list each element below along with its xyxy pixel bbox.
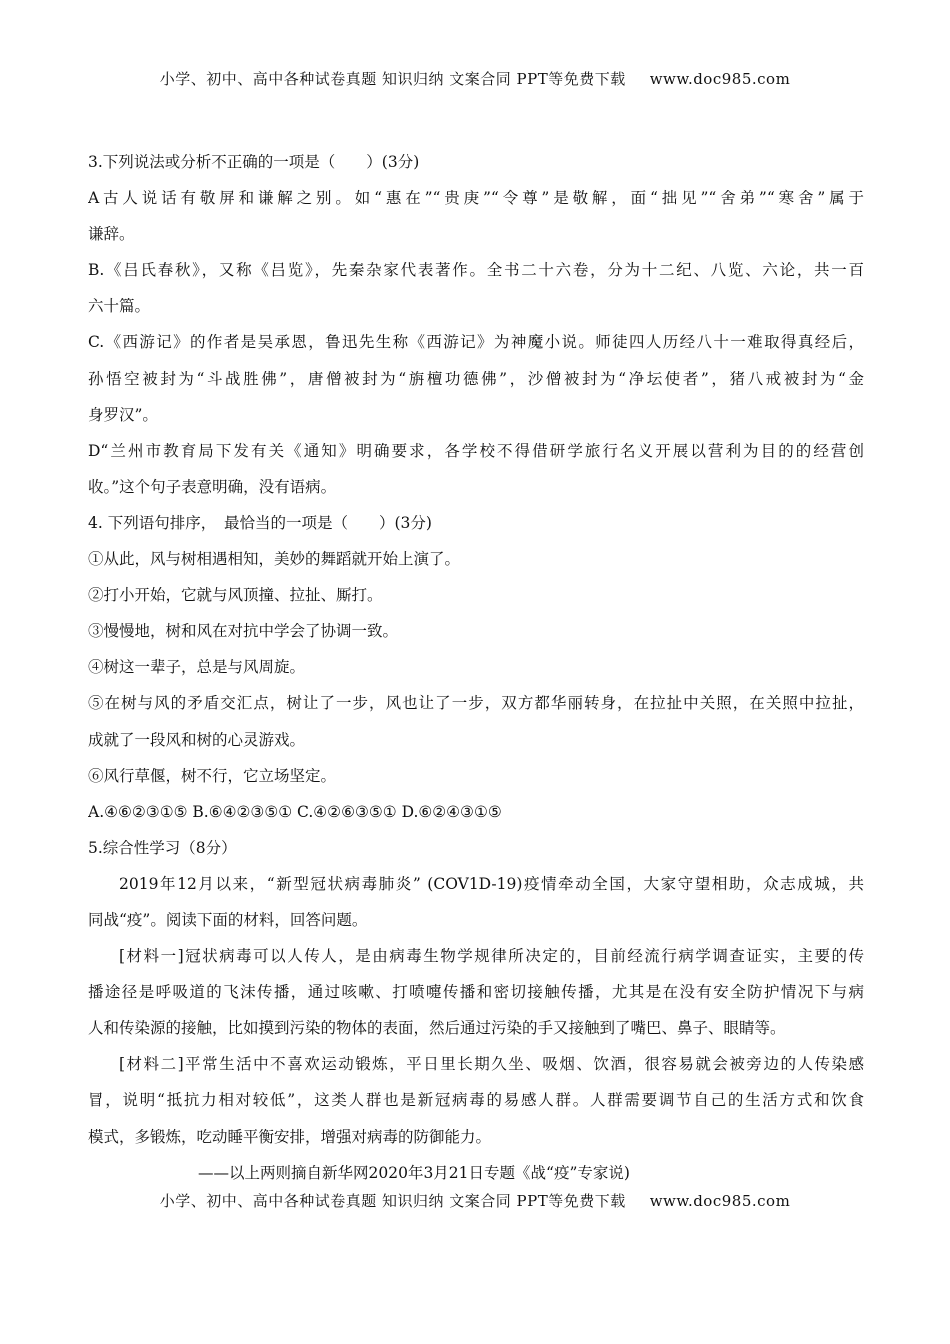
option-a-line-1: A古人说话有敬屏和谦解之别。如“惠在”“贵庚”“令尊”是敬解，面“拙见”“舍弟”“寒舍”属于 <box>88 189 864 208</box>
sentence-3: ③慢慢地，树和风在对抗中学会了协调一致。 <box>88 622 399 641</box>
option-d-line-1: D“兰州市教育局下发有关《通知》明确要求，各学校不得借研学旅行名义开展以营利为目的的经营创 <box>88 441 864 460</box>
header-url[interactable]: www.doc985.com <box>649 70 791 88</box>
option-d-line-2: 收。”这个句子表意明确，没有语病。 <box>88 477 337 496</box>
sentence-5-line-1: ⑤在树与风的矛盾交汇点，树让了一步，风也让了一步，双方都华丽转身，在拉扯中关照，在关照中拉扯， <box>88 694 864 713</box>
option-b-line-1: B.《吕氏春秋》，又称《吕览》，先秦杂家代表著作。全书二十六卷，分为十二纪、八览、六论，共一百 <box>88 261 864 280</box>
page-footer <box>0 1190 950 1211</box>
material-2-line-3: 模式，多锻炼，吃动睡平衡安排，增强对病毒的防御能力。 <box>88 1127 492 1146</box>
sentence-1: ①从此，风与树相遇相知，美妙的舞蹈就开始上演了。 <box>88 550 461 569</box>
option-c-line-1: C.《西游记》的作者是吴承恩，鲁迅先生称《西游记》为神魔小说。师徒四人历经八十一难取得真经后， <box>88 333 864 352</box>
question-4-options: A.④⑥②③①⑤ B.⑥④②③⑤① C.④②⑥③⑤① D.⑥②④③①⑤ <box>88 802 502 821</box>
footer-url[interactable]: www.doc985.com <box>649 1192 791 1210</box>
option-c-line-2: 孙悟空被封为“斗战胜佛”，唐僧被封为“旃檀功德佛”，沙僧被封为“净坛使者”，猪八戒被封为“金 <box>88 369 864 388</box>
footer-text: 小学、初中、高中各种试卷真题 知识归纳 文案合同 PPT等免费下载 <box>159 1192 626 1210</box>
sentence-4: ④树这一辈子，总是与风周旋。 <box>88 658 306 677</box>
question-3-stem: 3.下列说法或分析不正确的一项是（ ）(3分) <box>88 153 420 171</box>
material-2-line-1: [材料二]平常生活中不喜欢运动锻炼，平日里长期久坐、吸烟、饮酒，很容易就会被旁边的人传染感 <box>119 1055 864 1074</box>
page-header <box>0 68 950 89</box>
material-1-line-3: 人和传染源的接触，比如摸到污染的物体的表面，然后通过污染的手又接触到了嘴巴、鼻子、眼睛等。 <box>88 1019 786 1038</box>
option-a-line-2: 谦辞。 <box>88 225 135 244</box>
option-c-line-3: 身罗汉”。 <box>88 405 158 424</box>
document-body <box>88 144 864 1191</box>
header-text: 小学、初中、高中各种试卷真题 知识归纳 文案合同 PPT等免费下载 <box>159 70 626 88</box>
intro-line-1: 2019年12月以来，“新型冠状病毒肺炎” (COV1D-19)疫情牵动全国，大家守望相助，众志成城，共 <box>119 874 864 893</box>
intro-line-2: 同战“疫”。阅读下面的材料，回答问题。 <box>88 910 368 929</box>
question-5-stem: 5.综合性学习（8分） <box>88 838 237 857</box>
material-source: ——以上两则摘自新华网2020年3月21日专题《战“疫”专家说) <box>198 1163 630 1182</box>
material-1-line-2: 播途径是呼吸道的飞沫传播，通过咳嗽、打喷嚏传播和密切接触传播，尤其是在没有安全防护情况下与病 <box>88 983 864 1002</box>
question-4-stem: 4. 下列语句排序， 最恰当的一项是（ ）(3分) <box>88 513 432 532</box>
sentence-6: ⑥风行草偃，树不行，它立场坚定。 <box>88 766 337 785</box>
sentence-2: ②打小开始，它就与风顶撞、拉扯、厮打。 <box>88 586 383 605</box>
option-b-line-2: 六十篇。 <box>88 297 151 316</box>
material-2-line-2: 冒，说明“抵抗力相对较低”，这类人群也是新冠病毒的易感人群。人群需要调节自己的生活方式和饮食 <box>88 1091 864 1110</box>
material-1-line-1: [材料一]冠状病毒可以人传人，是由病毒生物学规律所决定的，目前经流行病学调查证实，主要的传 <box>119 947 864 966</box>
sentence-5-line-2: 成就了一段风和树的心灵游戏。 <box>88 730 306 749</box>
